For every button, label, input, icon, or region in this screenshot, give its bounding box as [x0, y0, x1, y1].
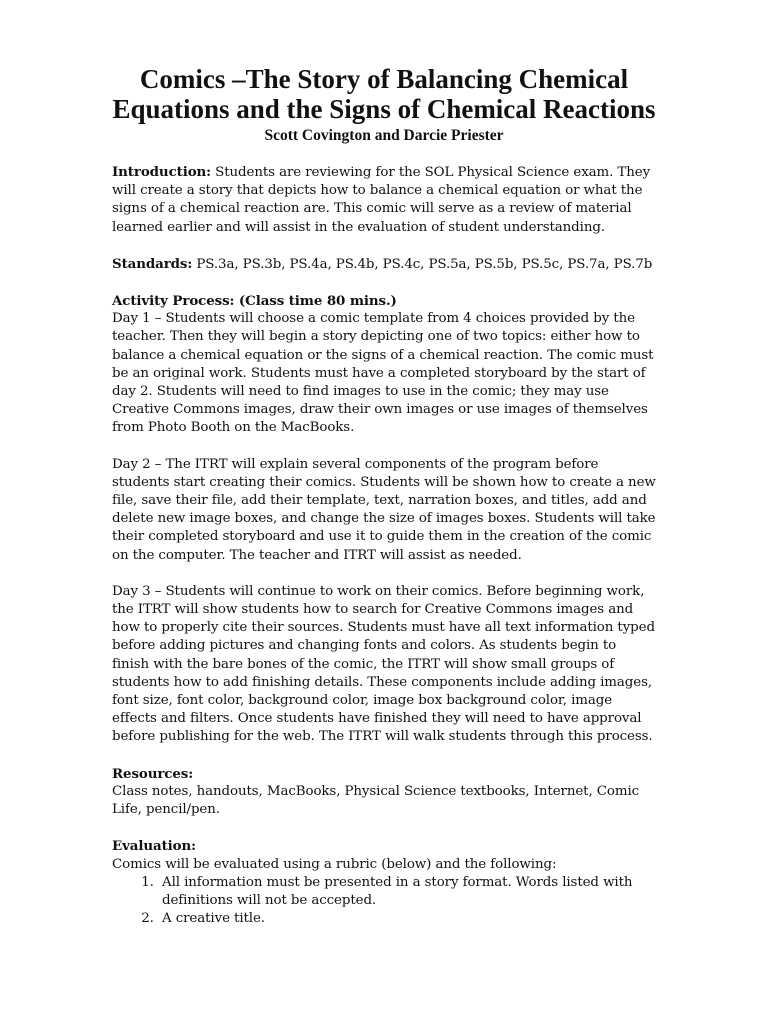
activity-day3: Day 3 – Students will continue to work on their comics. Before beginning work, the ITRT will show students how to search for Creative Commons images and how to properly cite their sources. Students must have all text information typed before adding pictures and changing fonts and colors. As students begin to finish with the bare bones of the comic, the ITRT will show small groups of students how to add finishing details. These components include adding images, font size, font color, background color, image box background color, image effects and filters. Once students have finished they will need to have approval before publishing for the web. The ITRT will walk students through this process. — [112, 583, 655, 745]
title-line-1: Comics –The Story of Balancing Chemical — [139, 64, 629, 94]
introduction-label: Introduction: — [112, 164, 212, 180]
document-title — [112, 64, 656, 124]
resources-text: Class notes, handouts, MacBooks, Physical Science textbooks, Internet, Comic Life, pencil/pen. — [112, 783, 640, 818]
evaluation-heading: Evaluation: — [112, 838, 196, 855]
standards-section — [112, 255, 656, 274]
authors: Scott Covington and Darcie Priester — [264, 127, 504, 144]
evaluation-section — [112, 837, 656, 928]
list-item: 2. A creative title. — [158, 910, 656, 928]
standards-text: PS.3a, PS.3b, PS.4a, PS.4b, PS.4c, PS.5a, PS.5b, PS.5c, PS.7a, PS.7b — [192, 256, 653, 272]
standards-label: Standards: — [112, 255, 193, 272]
activity-day1: Day 1 – Students will choose a comic template from 4 choices provided by the teacher. Then they will begin a story depicting one of two topics: either how to balance a chemical equation or the signs of a chemical reaction. The comic must be an original work. Students must have a completed storyboard by the start of day 2. Students will need to find images to use in the comic; they may use Creative Commons images, draw their own images or use images of themselves from Photo Booth on the MacBooks. — [112, 311, 654, 436]
title-line-2: Equations and the Signs of Chemical Reactions — [112, 94, 656, 124]
activity-day2: Day 2 – The ITRT will explain several components of the program before students start creating their comics. Students will be shown how to create a new file, save their file, add their template, text, narration boxes, and titles, add and delete new image boxes, and change the size of images boxes. Students will take their completed storyboard and use it to guide them in the creation of the comic on the computer. The teacher and ITRT will assist as needed. — [112, 456, 656, 563]
introduction-text: Students are reviewing for the SOL Physical Science exam. They will create a story that depicts how to balance a chemical equation or what the signs of a chemical reaction are. This comic will serve as a review of material learned earlier and will assist in the evaluation of student understanding. — [112, 165, 651, 235]
introduction-section — [112, 163, 656, 237]
activity-section — [112, 292, 656, 747]
resources-section — [112, 765, 656, 820]
activity-heading: Activity Process: (Class time 80 mins.) — [112, 293, 397, 310]
evaluation-intro: Comics will be evaluated using a rubric (below) and the following: — [112, 856, 557, 872]
evaluation-list — [112, 874, 656, 929]
list-item: 1. All information must be presented in a story format. Words listed with definitions will not be accepted. — [158, 874, 656, 910]
resources-heading: Resources: — [112, 765, 194, 782]
